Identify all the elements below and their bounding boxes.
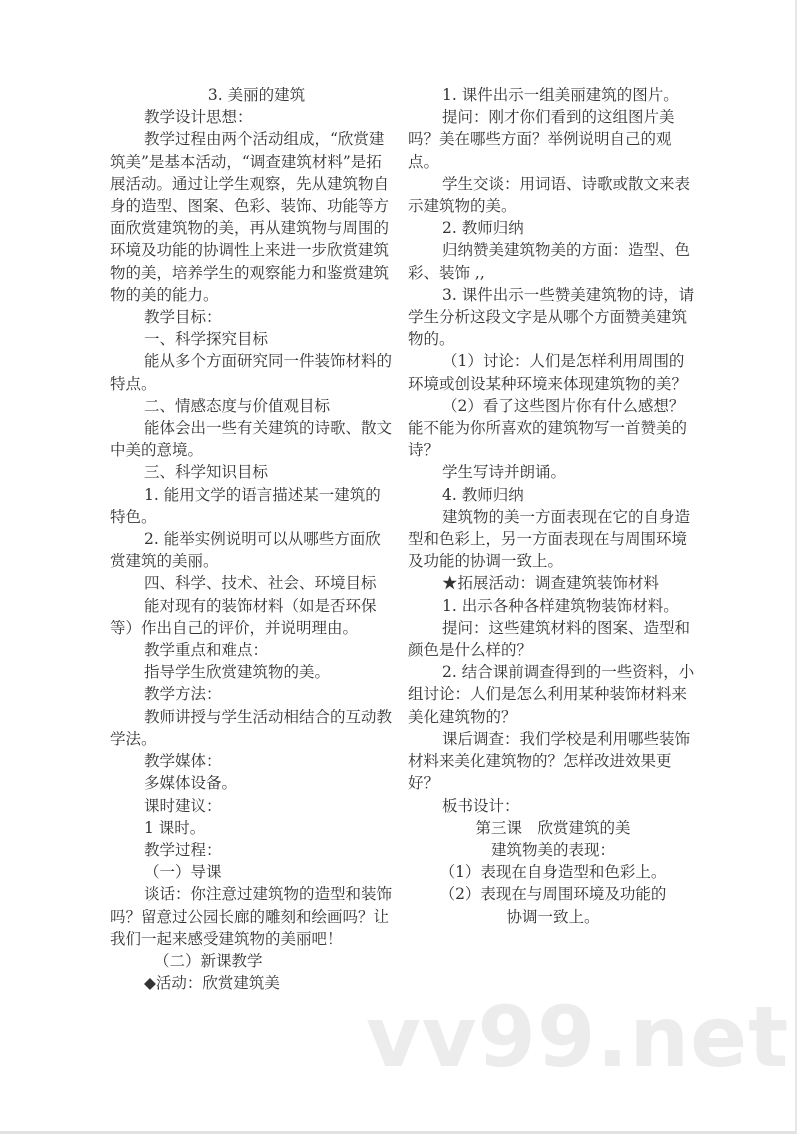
paragraph: 教学设计思想： [144,108,253,127]
paragraph: （一）导课 [144,863,222,882]
paragraph: 谈话：你注意过建筑物的造型和装饰吗？留意过公园长廊的雕刻和绘画吗？让我们一起来感受建筑物的美丽吧！ [110,885,393,948]
paragraph: 4. 教师归纳 [442,485,524,504]
paragraph: 课后调查：我们学校是利用哪些装饰材料来美化建筑物的？怎样改进效果更好？ [408,729,691,793]
paragraph: 提问：刚才你们看到的这组图片美吗？美在哪些方面？举例说明自己的观点。 [408,108,675,171]
paragraph: 一、科学探究目标 [144,330,269,349]
paragraph: （1）讨论：人们是怎样利用周围的环境或创设某种环境来体现建筑物的美？ [408,352,688,393]
watermark: vv99.net [366,988,790,1086]
paragraph: 建筑物的美一方面表现在它的自身造型和色彩上，另一方面表现在与周围环境及功能的协调一致上。 [408,507,691,571]
document-title: 3. 美丽的建筑 [207,86,306,104]
paragraph: 1. 出示各种各样建筑物装饰材料。 [442,596,679,615]
paragraph: ◆活动：欣赏建筑美 [144,974,280,993]
paragraph: 协调一致上。 [506,907,600,926]
paragraph: 1. 能用文学的语言描述某一建筑的特色。 [110,485,381,526]
paragraph: 归纳赞美建筑物美的方面：造型、色彩、装饰 ,, [408,241,691,282]
paragraph: 四、科学、技术、社会、环境目标 [144,574,377,593]
paragraph: 3. 课件出示一些赞美建筑物的诗，请学生分析这段文字是从哪个方面赞美建筑物的。 [408,285,695,349]
paragraph: 能对现有的装饰材料（如是否环保等）作出自己的评价，并说明理由。 [110,596,377,637]
paragraph: 三、科学知识目标 [144,463,269,482]
paragraph: 教学媒体： [144,752,222,771]
paragraph: 教学过程由两个活动组成，“欣赏建筑美”是基本活动，“调查建筑材料”是拓展活动。通过让学生观察，先从建筑物自身的造型、图案、色彩、装饰、功能等方面欣赏建筑物的美，再从建筑物与周围的环境及功能的协调性上来进一步欣赏建筑物的美，培养学生的观察能力和鉴赏建筑物的美的能力。 [110,130,390,304]
paragraph: 提问：这些建筑材料的图案、造型和颜色是什么样的？ [408,618,691,660]
paragraph: 1 课时。 [144,818,206,837]
paragraph: 能体会出一些有关建筑的诗歌、散文中美的意境。 [110,419,393,460]
paragraph: 板书设计： [442,796,520,815]
paragraph: 多媒体设备。 [144,774,238,793]
paragraph: ★拓展活动：调查建筑装饰材料 [442,574,660,593]
paragraph: 1. 课件出示一组美丽建筑的图片。 [442,86,679,104]
paragraph: 二、情感态度与价值观目标 [144,396,331,415]
paragraph: 学生写诗并朗诵。 [442,463,567,482]
paragraph: 教学过程： [144,840,222,859]
paragraph: 教学方法： [144,685,222,704]
paragraph: （2）表现在与周围环境及功能的 [439,885,667,904]
paragraph: 教师讲授与学生活动相结合的互动教学法。 [110,707,393,748]
paragraph: 能从多个方面研究同一件装饰材料的特点。 [110,352,393,393]
right-column [408,84,698,928]
left-column [110,84,395,994]
paragraph: 2. 结合课前调查得到的一些资料，小组讨论：人们是怎么利用某种装饰材料来美化建筑物的？ [408,663,695,726]
paragraph: 建筑物美的表现： [490,840,615,859]
paragraph: （2）看了这些图片你有什么感想？能不能为你所喜欢的建筑物写一首赞美的诗？ [408,396,688,460]
paragraph: 2. 教师归纳 [442,219,524,238]
paragraph: 教学目标： [144,308,222,327]
paragraph: （1）表现在自身造型和色彩上。 [439,863,667,882]
paragraph: 教学重点和难点： [144,641,269,660]
paragraph: 第三课 欣赏建筑的美 [475,818,631,837]
paragraph: 学生交谈：用词语、诗歌或散文来表示建筑物的美。 [408,174,691,216]
paragraph: 课时建议： [144,796,222,815]
paragraph: 2. 能举实例说明可以从哪些方面欣赏建筑的美丽。 [110,530,381,571]
paragraph: （二）新课教学 [154,951,263,970]
paragraph: 指导学生欣赏建筑物的美。 [144,663,331,682]
